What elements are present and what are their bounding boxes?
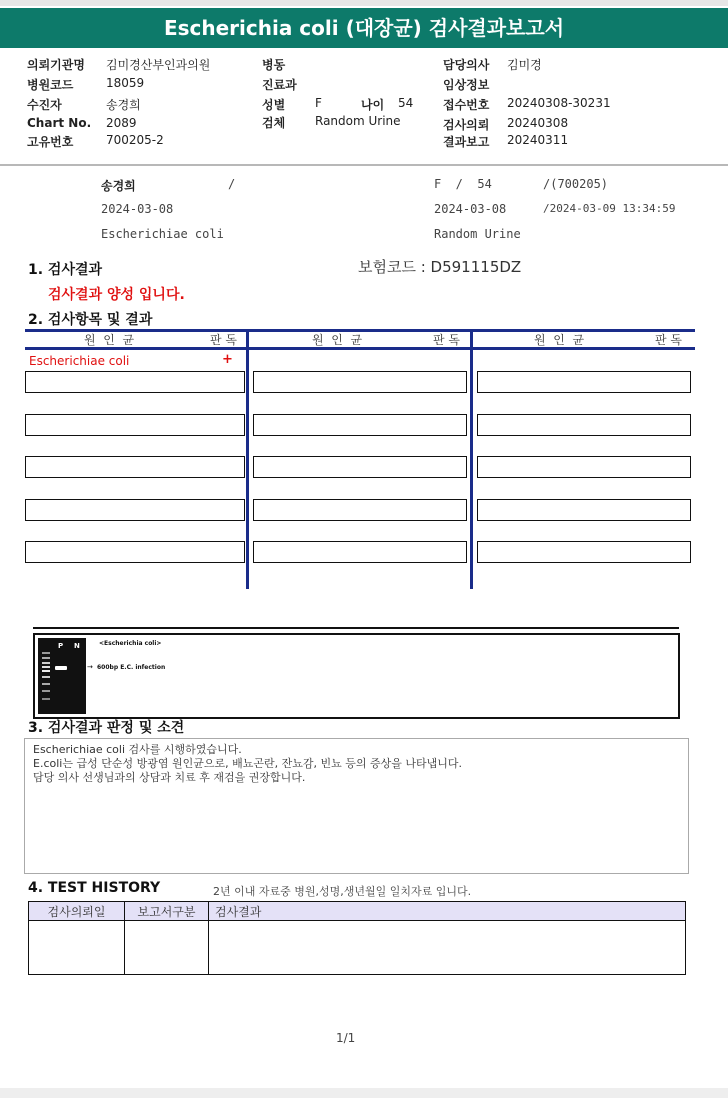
positive-band	[55, 666, 67, 670]
section1-title: 1. 검사결과	[28, 262, 103, 278]
section4-title: 4. TEST HISTORY	[28, 880, 161, 896]
col2-judgment-header: 판 독	[433, 333, 460, 347]
ladder-band	[42, 683, 50, 685]
history-col-result: 검사결과	[209, 902, 686, 921]
attending-physician-label: 담당의사	[443, 58, 490, 72]
page-number: 1/1	[336, 1031, 356, 1045]
col3-judgment-header: 판 독	[655, 333, 682, 347]
col2-pathogen-header: 원 인 균	[312, 333, 363, 347]
hospital-code-label: 병원코드	[27, 78, 74, 92]
history-cell	[209, 921, 686, 975]
department-label: 진료과	[262, 78, 297, 92]
history-empty-row	[29, 921, 686, 975]
result-cell	[253, 414, 467, 436]
specimen-label: 검체	[262, 116, 286, 130]
result-report-label: 결과보고	[443, 135, 490, 149]
subheader-id: /(700205)	[543, 177, 609, 191]
section2-title: 2. 검사항목 및 결과	[28, 312, 153, 328]
ladder-band	[42, 698, 50, 700]
subheader-organism: Escherichiae coli	[101, 227, 224, 241]
result-cell	[25, 371, 245, 393]
subheader-date-mid: 2024-03-08	[434, 202, 507, 216]
gel-electrophoresis-image	[38, 638, 86, 714]
history-cell	[29, 921, 125, 975]
insurance-code: 보험코드 : D591115DZ	[358, 258, 522, 276]
result-cell	[477, 371, 691, 393]
report-title: Escherichia coli (대장균) 검사결과보고서	[0, 8, 728, 48]
attending-physician-value: 김미경	[507, 58, 542, 72]
age-value: 54	[398, 96, 414, 110]
gel-band-label: 600bp E.C. infection	[97, 664, 166, 671]
ward-label: 병동	[262, 58, 286, 72]
subheader-datetime: /2024-03-09 13:34:59	[543, 202, 676, 215]
result-report-value: 20240311	[507, 133, 569, 147]
sex-value: F	[315, 96, 322, 110]
test-history-table	[28, 901, 686, 975]
col1-pathogen-header: 원 인 균	[84, 333, 135, 347]
result-cell	[25, 541, 245, 563]
requesting-institution-value: 김미경산부인과의원	[106, 58, 211, 72]
age-label: 나이	[361, 98, 385, 112]
interpretation-line: 담당 의사 선생님과의 상담과 치료 후 재검을 권장합니다.	[33, 771, 306, 784]
result-cell	[477, 414, 691, 436]
patient-label: 수진자	[27, 98, 62, 112]
hospital-code-value: 18059	[106, 76, 145, 90]
interpretation-line: Escherichiae coli 검사를 시행하였습니다.	[33, 743, 242, 756]
subheader-specimen: Random Urine	[434, 227, 521, 241]
patient-value: 송경희	[106, 98, 141, 112]
gel-image-frame	[33, 633, 680, 719]
clinical-info-label: 임상정보	[443, 78, 490, 92]
col1-judgment-header: 판 독	[210, 333, 237, 347]
top-strip	[0, 0, 728, 6]
interpretation-box	[24, 738, 689, 874]
specimen-value: Random Urine	[315, 114, 401, 128]
result-item-name: Escherichiae coli	[29, 354, 130, 368]
result-cell	[253, 456, 467, 478]
result-cell	[253, 499, 467, 521]
gel-top-rule	[33, 627, 679, 629]
result-cell	[25, 499, 245, 521]
ladder-band	[42, 676, 50, 678]
result-cell	[253, 541, 467, 563]
subheader-slash: /	[228, 177, 236, 191]
history-header-row	[29, 902, 686, 921]
grid-divider-2	[470, 329, 473, 589]
unique-no-label: 고유번호	[27, 135, 74, 149]
header-divider	[0, 164, 728, 166]
ladder-band	[42, 657, 50, 659]
chart-no-value: 2089	[106, 116, 137, 130]
test-request-label: 검사의뢰	[443, 118, 490, 132]
result-cell	[477, 456, 691, 478]
history-col-request-date: 검사의뢰일	[29, 902, 125, 921]
result-cell	[253, 371, 467, 393]
requesting-institution-label: 의뢰기관명	[27, 58, 85, 72]
col3-pathogen-header: 원 인 균	[534, 333, 585, 347]
interpretation-line: E.coli는 급성 단순성 방광염 원인균으로, 배뇨곤란, 잔뇨감, 빈뇨 등의 증상을 나타냅니다.	[33, 757, 462, 770]
ladder-band	[42, 690, 50, 692]
result-cell	[477, 499, 691, 521]
positive-result-text: 검사결과 양성 입니다.	[48, 287, 185, 303]
history-col-report-type: 보고서구분	[125, 902, 209, 921]
history-note: 2년 이내 자료중 병원,성명,생년월일 일치자료 입니다.	[213, 885, 472, 898]
gel-lane-n: N	[74, 642, 80, 650]
result-item-judgment: +	[222, 352, 233, 367]
ladder-band	[42, 652, 50, 654]
test-request-value: 20240308	[507, 116, 569, 130]
chart-no-label: Chart No.	[27, 116, 92, 130]
ladder-band	[42, 662, 50, 664]
result-cell	[25, 414, 245, 436]
subheader-date-left: 2024-03-08	[101, 202, 174, 216]
subheader-name: 송경희	[101, 179, 136, 193]
gel-arrow-icon: →	[87, 663, 93, 671]
subheader-sex-age: F / 54	[434, 177, 492, 191]
bottom-strip	[0, 1088, 728, 1098]
receipt-no-value: 20240308-30231	[507, 96, 611, 110]
result-cell	[25, 456, 245, 478]
history-cell	[125, 921, 209, 975]
unique-no-value: 700205-2	[106, 133, 164, 147]
gel-lane-p: P	[58, 642, 64, 650]
ladder-band	[42, 670, 50, 672]
result-cell	[477, 541, 691, 563]
sex-label: 성별	[262, 98, 286, 112]
ladder-band	[42, 666, 50, 668]
grid-divider-1	[246, 329, 249, 589]
gel-caption: <Escherichia coli>	[99, 640, 162, 647]
receipt-no-label: 접수번호	[443, 98, 490, 112]
section3-title: 3. 검사결과 판정 및 소견	[28, 720, 185, 736]
